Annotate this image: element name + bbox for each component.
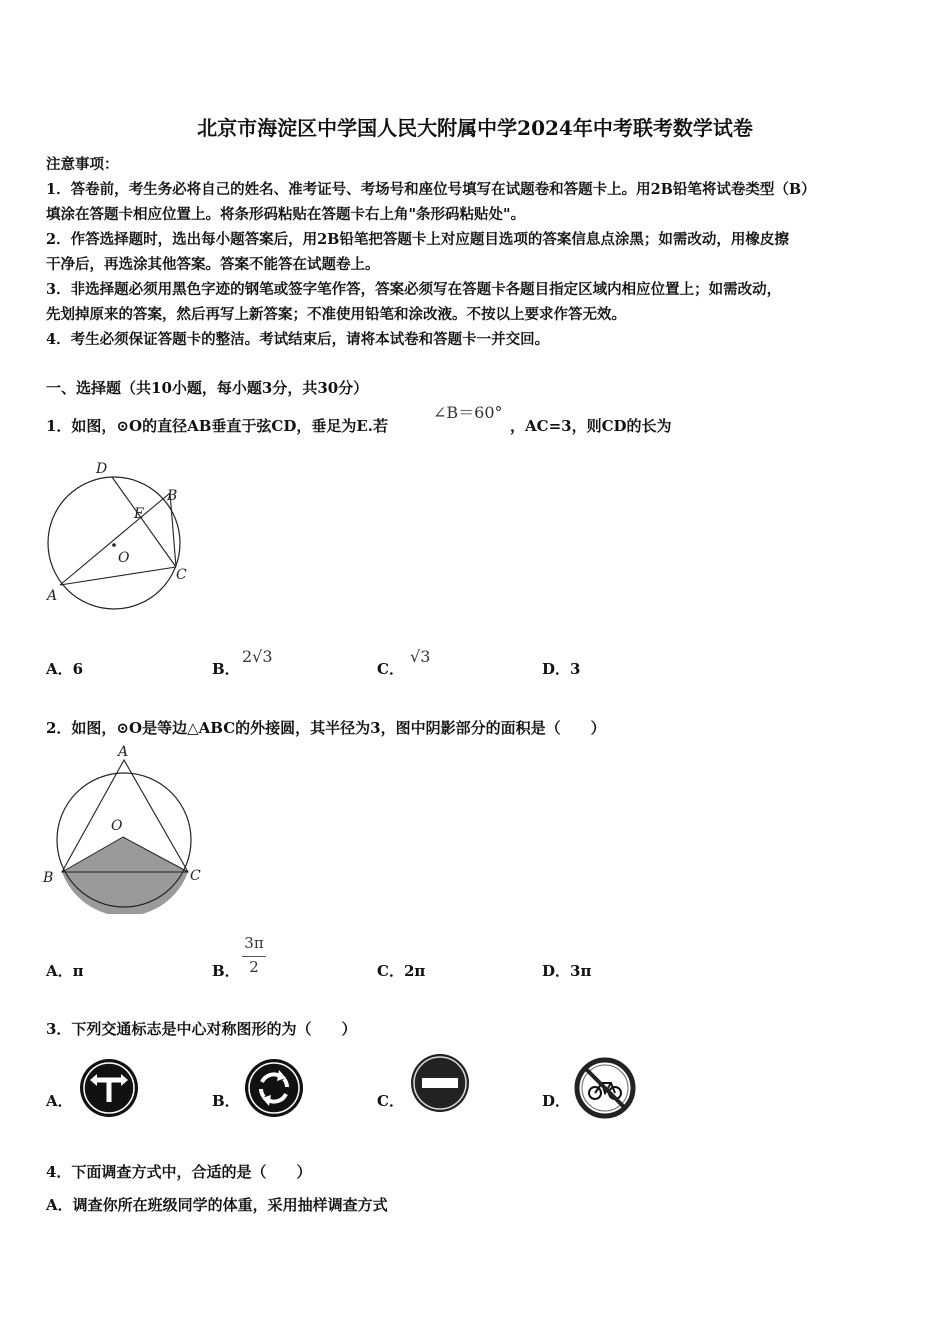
option-value: 6 (72, 660, 84, 678)
q3-option-a-label[interactable]: A． (46, 1092, 73, 1110)
section-heading: 一、选择题（共10小题，每小题3分，共30分） (46, 379, 369, 397)
page-title: 北京市海淀区中学国人民大附属中学2024年中考联考数学试卷 (197, 116, 753, 140)
q2-label-b: B (43, 870, 54, 886)
q2-option-a[interactable] (46, 960, 84, 981)
notes-line: 先划掉原来的答案，然后再写上新答案；不准使用铅笔和涂改液。不按以上要求作答无效。 (46, 306, 626, 323)
q1-center-dot (112, 543, 116, 547)
no-entry-sign-icon (409, 1052, 471, 1114)
q1-label-e: E (134, 506, 145, 522)
q4-option-a[interactable] (46, 1194, 388, 1215)
q2-option-c[interactable] (377, 960, 425, 981)
q1-label-c: C (176, 567, 187, 583)
q2-option-d[interactable] (542, 960, 591, 981)
notes-line: 3．非选择题必须用黑色字迹的钢笔或签字笔作答，答案必须写在答题卡各题目指定区域内相应位置上；如需改动， (46, 281, 782, 298)
q2-option-b-label[interactable]: B． (212, 962, 240, 980)
roundabout-sign-icon (243, 1057, 305, 1119)
q1-option-a[interactable] (46, 658, 83, 679)
turn-left-right-sign-icon (78, 1057, 140, 1119)
option-label: D． (542, 962, 571, 980)
q1-segment-ac (60, 567, 176, 585)
q1-text-a: 1．如图，⊙O的直径AB垂直于弦CD，垂足为E.若 (46, 417, 388, 435)
notes-line: 1．答卷前，考生务必将自己的姓名、准考证号、考场号和座位号填写在试题卷和答题卡上。用2B铅笔将试卷类型（B） (46, 181, 816, 198)
notes-line: 4．考生必须保证答题卡的整洁。考试结束后，请将本试卷和答题卡一并交回。 (46, 331, 550, 348)
q1-diameter-ab (60, 493, 170, 585)
q3-option-d-label[interactable]: D． (542, 1092, 571, 1110)
option-value: 调查你所在班级同学的体重，采用抽样调查方式 (72, 1196, 388, 1214)
q1-circle (48, 477, 180, 609)
q1-option-c-value: √3 (410, 647, 431, 666)
q2-stem: 2．如图，⊙O是等边△ABC的外接圆，其半径为3，图中阴影部分的面积是（ ） (46, 719, 606, 737)
q3-option-c-label[interactable]: C． (377, 1092, 404, 1110)
notes-line: 2．作答选择题时，选出每小题答案后，用2B铅笔把答题卡上对应题目选项的答案信息点涂黑；如需改动，用橡皮擦 (46, 231, 789, 248)
option-label: D． (542, 660, 571, 678)
q2-option-b-denominator: 2 (249, 958, 259, 976)
q1-angle-math: ∠B＝60° (433, 403, 503, 422)
q2-figure (40, 742, 210, 914)
option-label: A． (46, 1196, 73, 1214)
q1-label-d: D (96, 461, 108, 477)
option-value: 3π (570, 962, 592, 980)
q2-option-b-fraction-bar (242, 956, 266, 957)
option-value: 3 (570, 660, 581, 678)
q2-shaded-region (62, 837, 188, 914)
option-label: A． (46, 962, 73, 980)
option-label: C． (377, 962, 404, 980)
q2-option-b-numerator: 3π (244, 934, 264, 952)
q2-label-a: A (118, 744, 129, 760)
q1-option-c-label[interactable]: C． (377, 660, 404, 678)
q1-label-a: A (47, 588, 58, 604)
q2-label-o: O (111, 818, 123, 834)
q1-stem (46, 415, 388, 436)
q1-option-d[interactable] (542, 658, 580, 679)
q1-label-b: B (167, 488, 178, 504)
q1-option-b-label[interactable]: B． (212, 660, 240, 678)
q4-stem: 4．下面调查方式中，合适的是（ ） (46, 1163, 312, 1181)
option-value: π (72, 962, 84, 980)
q3-option-b-label[interactable]: B． (212, 1092, 240, 1110)
q1-option-b-value: 2√3 (242, 647, 273, 666)
q1-segment-bc (170, 493, 176, 567)
option-value: 2π (403, 962, 426, 980)
option-label: A． (46, 660, 73, 678)
q1-text-b: ，AC=3，则CD的长为 (510, 417, 672, 435)
no-bicycles-sign-icon (574, 1057, 636, 1119)
q1-label-o: O (118, 550, 130, 566)
q3-stem: 3．下列交通标志是中心对称图形的为（ ） (46, 1020, 357, 1038)
q2-label-c: C (190, 868, 201, 884)
notes-line: 填涂在答题卡相应位置上。将条形码粘贴在答题卡右上角"条形码粘贴处"。 (46, 206, 526, 223)
notes-line: 干净后，再选涂其他答案。答案不能答在试题卷上。 (46, 256, 380, 273)
q1-figure (40, 455, 200, 620)
notes-heading: 注意事项： (46, 156, 119, 173)
